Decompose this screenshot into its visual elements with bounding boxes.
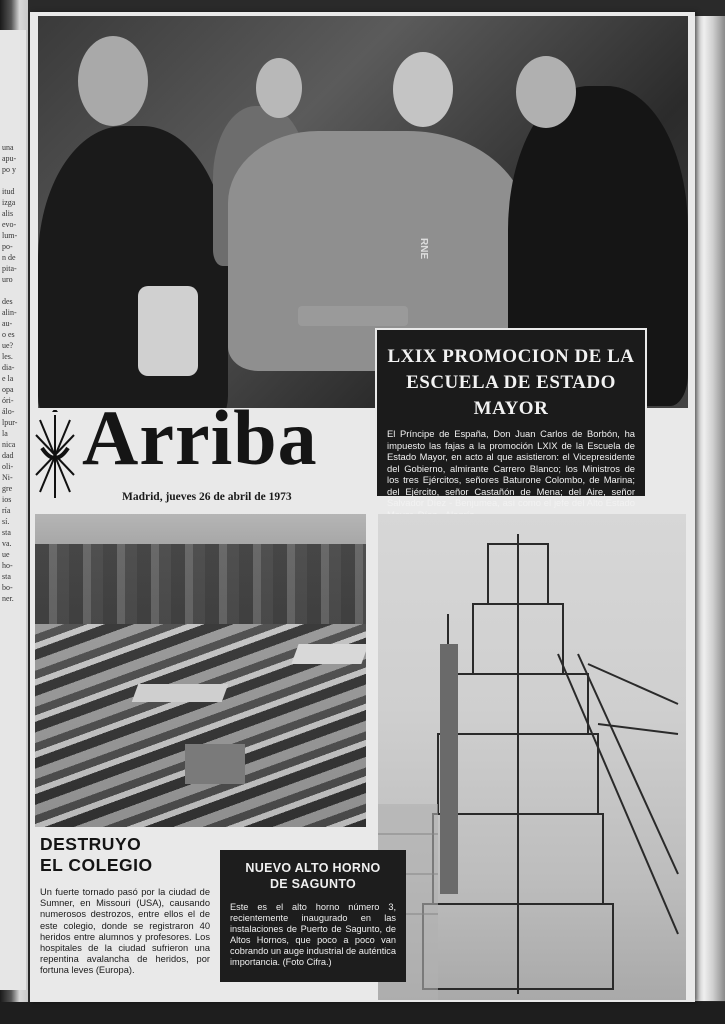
lead-story-body: El Príncipe de España, Don Juan Carlos de Borbón, ha impuesto las fajas a la promoción LXIX de la Escuela de Estado Mayor, en acto al que asistieron: el Vicepresidente del Gobierno, almirante Carrero Blanco; los Ministros de los tres Ejércitos, señores Baturone Colombo, de Marina; del Ejército, señor Castañón de Mena; del Aire, señor Salvador Díez - Benjumea, así como el jefe del Alto Estado [387,428,635,508]
previous-page-edge [0,30,26,990]
previous-page-text-fragment: au- [2,319,13,328]
tornado-headline-line1: DESTRUYO [40,834,142,854]
previous-page-text-fragment: ue [2,550,10,559]
previous-page-text-fragment: po y [2,165,16,174]
previous-page-text-fragment: Ni- [2,473,13,482]
previous-page-text-fragment: n de [2,253,16,262]
previous-page-text-fragment: álo- [2,407,15,416]
previous-page-text-fragment: lpur- [2,418,18,427]
previous-page-text-fragment: les. [2,352,13,361]
previous-page-text-fragment: óri- [2,396,14,405]
previous-page-text-fragment: dia- [2,363,15,372]
previous-page-text-fragment: alis [2,209,14,218]
previous-page-text-fragment: gre [2,484,13,493]
blast-furnace-structure-icon [378,514,686,1000]
furnace-story-box [220,850,406,982]
previous-page-text-fragment: oli- [2,462,14,471]
previous-page-text-fragment: evo- [2,220,17,229]
furnace-story-headline [226,860,400,892]
previous-page-text-fragment: uro [2,275,13,284]
scanner-bottom-band [0,1002,725,1024]
previous-page-text-fragment [0,285,26,296]
previous-page-text-fragment: sta [2,572,11,581]
tornado-headline-line2: EL COLEGIO [40,855,153,875]
previous-page-text-fragment: ner. [2,594,14,603]
newspaper-masthead: Arriba [82,394,318,481]
tornado-story-headline [40,834,180,876]
furnace-headline-line1: NUEVO ALTO HORNO [245,861,381,875]
newspaper-page [30,12,695,1002]
previous-page-text-fragment: des [2,297,13,306]
previous-page-text-fragment: ría [2,506,11,515]
lead-headline-line2: ESCUELA DE ESTADO MAYOR [406,372,616,419]
lead-story-box [375,328,647,508]
previous-page-text-fragment: sta [2,528,11,537]
previous-page-text-fragment: izga [2,198,16,207]
previous-page-text-fragment: lum- [2,231,18,240]
previous-page-text-fragment: po- [2,242,13,251]
previous-page-text-fragment: pita- [2,264,17,273]
previous-page-text-fragment: e la [2,374,14,383]
previous-page-text-fragment: apu- [2,154,17,163]
previous-page-text-fragment: ho- [2,561,13,570]
previous-page-text-fragment: alin- [2,308,17,317]
dateline: Madrid, jueves 26 de abril de 1973 [122,491,292,503]
page-stack-edge [695,16,725,1001]
previous-page-text-fragment: sí. [2,517,10,526]
previous-page-text-fragment: va. [2,539,12,548]
microphone-label: RNE [418,238,429,260]
furnace-headline-line2: DE SAGUNTO [269,877,357,891]
previous-page-text-fragment: la [2,429,8,438]
furnace-story-body: Este es el alto horno número 3, recientemente inaugurado en las instalaciones de Puerto de Sagunto, de Altos Hornos, que poco a poco van cobrando un auge industrial de auténtica importancia. (Foto Cifra.) [230,902,397,967]
previous-page-text-fragment: opa [2,385,14,394]
previous-page-text-fragment: nica [2,440,16,449]
previous-page-text-fragment: itud [2,187,15,196]
previous-page-text-fragment: ios [2,495,12,504]
previous-page-text-fragment [0,175,26,186]
yoke-arrows-icon [34,410,76,502]
blast-furnace-photo [378,514,686,1000]
lead-story-headline [385,344,637,422]
previous-page-text-fragment: o es [2,330,15,339]
tornado-damage-photo [35,514,366,827]
previous-page-text-fragment: bo- [2,583,13,592]
tornado-story-body: Un fuerte tornado pasó por la ciudad de Sumner, en Missouri (USA), causando numerosos destrozos, entre ellos el de este colegio, donde se registraron 40 heridos entre alumnos y profesores. Los hospitales de la ciudad sufrieron una repentina avalancha de heridos, por fortuna leves (Europa). [40,887,210,976]
previous-page-text-fragment: ue? [2,341,14,350]
lead-headline-line1: LXIX PROMOCION DE LA [387,346,635,367]
previous-page-text-fragment: dad [2,451,14,460]
previous-page-text-fragment: una [2,143,14,152]
